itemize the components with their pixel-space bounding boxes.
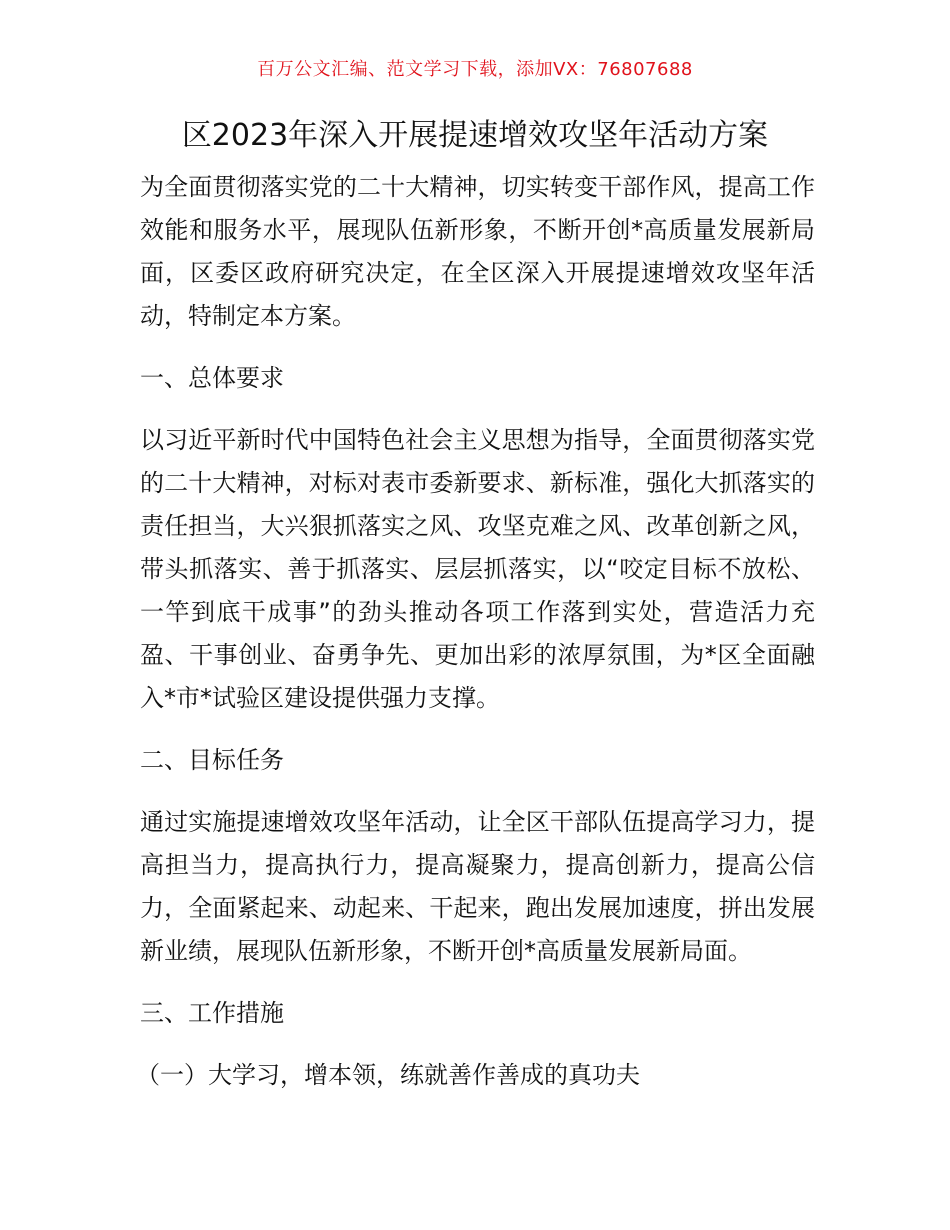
document-body <box>136 166 815 1116</box>
section-heading-overall-requirements: 一、总体要求 <box>140 364 284 392</box>
section-heading-work-measures: 三、工作措施 <box>140 999 284 1027</box>
intro-paragraph: 为全面贯彻落实党的二十大精神，切实转变干部作风，提高工作效能和服务水平，展现队伍新形象，不断开创*高质量发展新局面，区委区政府研究决定，在全区深入开展提速增效攻坚年活动，特制定本方案。 <box>140 173 815 330</box>
document-title: 区2023年深入开展提速增效攻坚年活动方案 <box>181 118 769 153</box>
section-paragraph-overall-requirements: 以习近平新时代中国特色社会主义思想为指导，全面贯彻落实党的二十大精神，对标对表市委新要求、新标准，强化大抓落实的责任担当，大兴狠抓落实之风、攻坚克难之风、改革创新之风，带头抓落实、善于抓落实、层层抓落实，以“咬定目标不放松、一竿到底干成事”的劲头推动各项工作落到实处，营造活力充盈、干事创业、奋勇争先、更加出彩的浓厚氛围，为*区全面融入*市*试验区建设提供强力支撑。 <box>140 426 815 712</box>
section-paragraph-goals-tasks: 通过实施提速增效攻坚年活动，让全区干部队伍提高学习力，提高担当力，提高执行力，提高凝聚力，提高创新力，提高公信力，全面紧起来、动起来、干起来，跑出发展加速度，拼出发展新业绩，展现队伍新形象，不断开创*高质量发展新局面。 <box>140 808 815 965</box>
section-heading-goals-tasks: 二、目标任务 <box>140 746 284 774</box>
watermark-header: 百万公文汇编、范文学习下载，添加VX：76807688 <box>257 59 693 80</box>
subsection-heading-study: （一）大学习，增本领，练就善作善成的真功夫 <box>136 1061 640 1089</box>
